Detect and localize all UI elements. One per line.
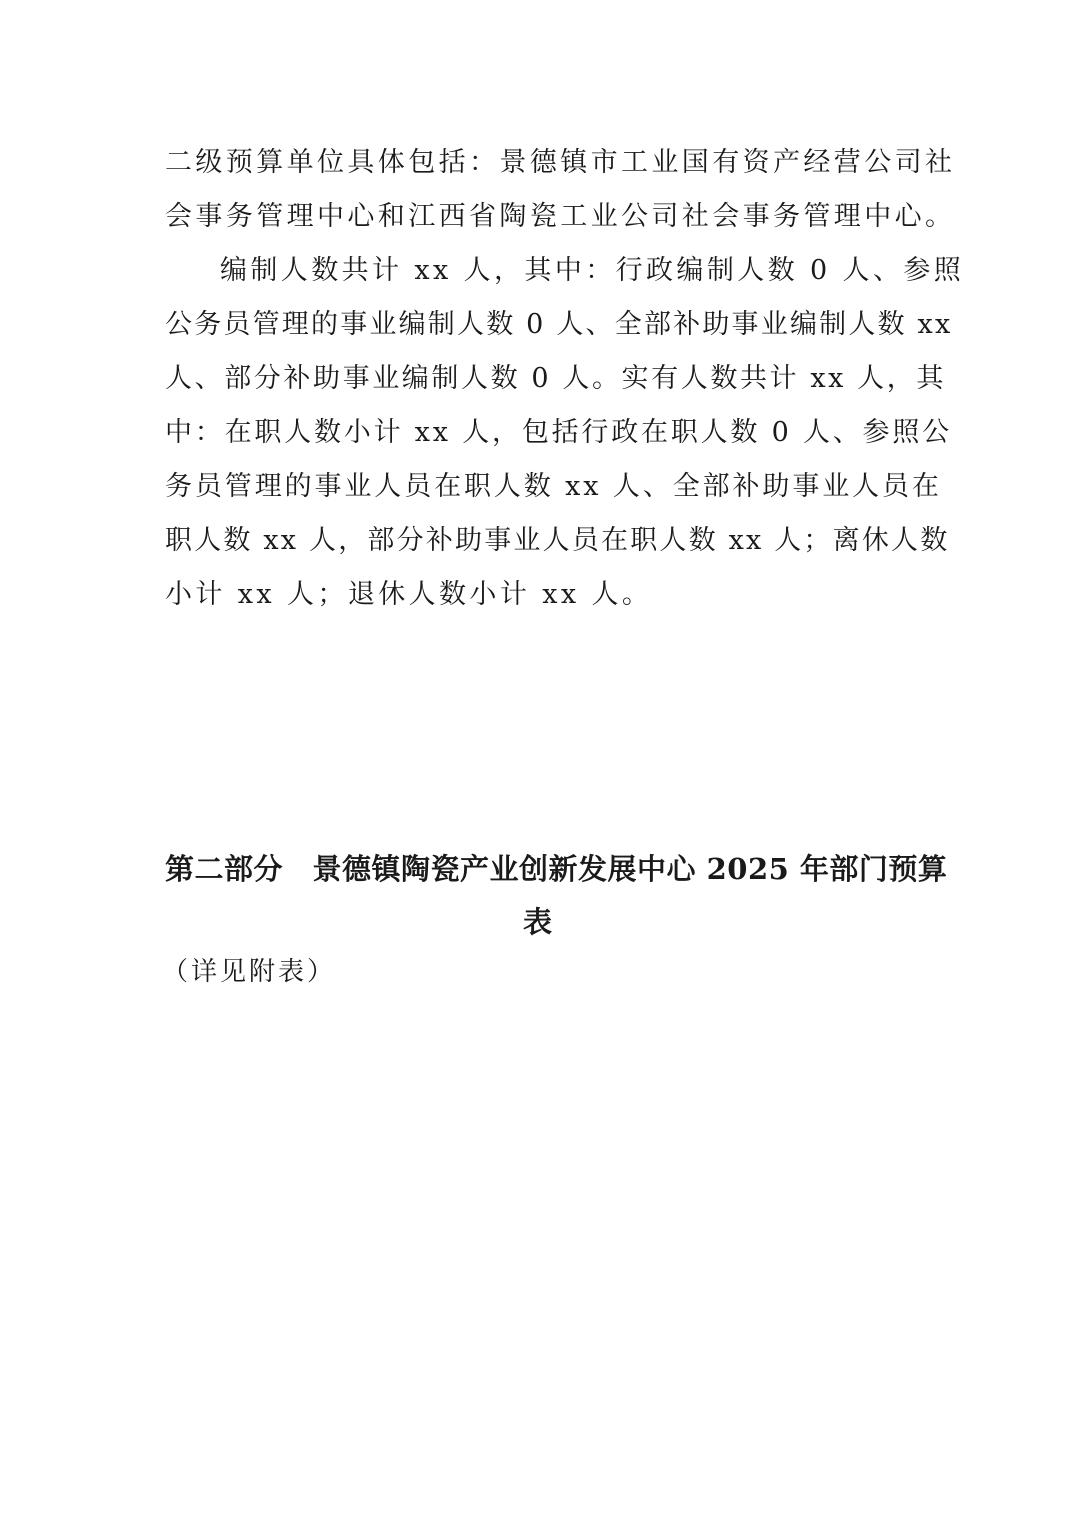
paragraph-1-line-1: 二级预算单位具体包括：景德镇市工业国有资产经营公司社 xyxy=(165,147,956,178)
attachment-note: （详见附表） xyxy=(162,957,337,987)
paragraph-1-line-2: 会事务管理中心和江西省陶瓷工业公司社会事务管理中心。 xyxy=(165,201,956,232)
paragraph-2-line-3: 人、部分补助事业编制人数 0 人。实有人数共计 xx 人，其 xyxy=(165,363,946,394)
paragraph-2-line-5: 务员管理的事业人员在职人数 xx 人、全部补助事业人员在 xyxy=(165,471,942,502)
section-2-title-line-1: 第二部分 景德镇陶瓷产业创新发展中心 2025 年部门预算 xyxy=(165,852,948,886)
paragraph-2-line-6: 职人数 xx 人，部分补助事业人员在职人数 xx 人；离休人数 xyxy=(165,525,950,556)
paragraph-2-line-4: 中：在职人数小计 xx 人，包括行政在职人数 0 人、参照公 xyxy=(165,417,952,448)
paragraph-2-line-1: 编制人数共计 xx 人，其中：行政编制人数 0 人、参照 xyxy=(220,255,965,286)
paragraph-2-line-7: 小计 xx 人；退休人数小计 xx 人。 xyxy=(165,579,653,610)
paragraph-2-line-2: 公务员管理的事业编制人数 0 人、全部补助事业编制人数 xx xyxy=(165,309,953,340)
section-2-title-line-2: 表 xyxy=(522,905,552,939)
